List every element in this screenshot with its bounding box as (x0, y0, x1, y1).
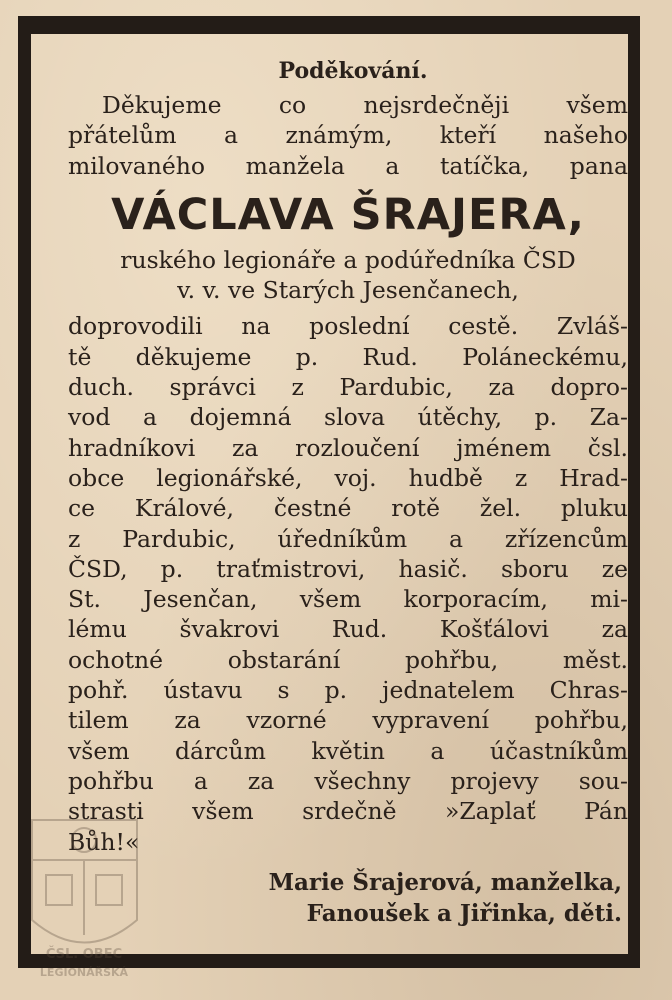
intro-line: přátelům a známým, kteří našeho (68, 121, 628, 150)
deceased-name: VÁCLAVA ŠRAJERA, (111, 189, 585, 240)
body-line: lému švakrovi Rud. Košťálovi za (68, 615, 628, 644)
intro-line: Děkujeme co nejsrdečněji všem (102, 91, 628, 119)
body-line: St. Jesenčan, všem korporacím, mi- (68, 585, 628, 614)
body-line: pohř. ústavu s p. jednatelem Chras- (68, 676, 628, 705)
notice-title: Poděkování. (278, 58, 428, 84)
body-line: z Pardubic, úředníkům a zřízencům (68, 524, 628, 553)
body-line: všem dárcům květin a účastníkům (68, 736, 628, 765)
body-line: hradníkovi za rozloučení jménem čsl. (68, 433, 628, 462)
body-line: ochotné obstarání pohřbu, měst. (68, 645, 628, 674)
body-line: obce legionářské, voj. hudbě z Hrad- (68, 463, 628, 492)
obituary-notice (68, 56, 628, 929)
body-line: ce Králové, čestné rotě žel. pluku (68, 494, 628, 523)
intro-paragraph (68, 90, 628, 181)
stamp-emblem (72, 828, 96, 852)
stamp-text-top: ČSL. OBEC (45, 947, 123, 962)
body-line: doprovodili na poslední cestě. Zvláš- (68, 312, 628, 341)
body-line: ČSD, p. traťmistrovi, hasič. sboru ze (68, 554, 628, 583)
stamp-emblem (46, 875, 72, 905)
signature-line: Marie Šrajerová, manželka, (268, 868, 622, 896)
body-line: pohřbu a za všechny projevy sou- (68, 766, 628, 795)
body-line: duch. správci z Pardubic, za dopro- (68, 373, 628, 402)
intro-line: milovaného manžela a tatíčka, pana (68, 151, 628, 180)
stamp-emblem (96, 875, 122, 905)
subtitle-line: v. v. ve Starých Jesenčanech, (177, 276, 519, 305)
stamp-text-bottom: LEGIONÁŘSKÁ (39, 966, 129, 979)
subtitle-line: ruského legionáře a podúředníka ČSD (120, 245, 576, 274)
legion-stamp-watermark (12, 800, 157, 985)
body-line: strasti všem srdečně »Zaplať Pán (68, 797, 628, 826)
body-line: tilem za vzorné vypravení pohřbu, (68, 706, 628, 735)
body-line: vod a dojemná slova útěchy, p. Za- (68, 403, 628, 432)
signature-line: Fanoušek a Jiřinka, děti. (306, 899, 622, 927)
body-paragraph (68, 311, 628, 856)
body-line: Bůh!« (68, 827, 140, 856)
body-line: tě děkujeme p. Rud. Poláneckému, (68, 342, 628, 371)
